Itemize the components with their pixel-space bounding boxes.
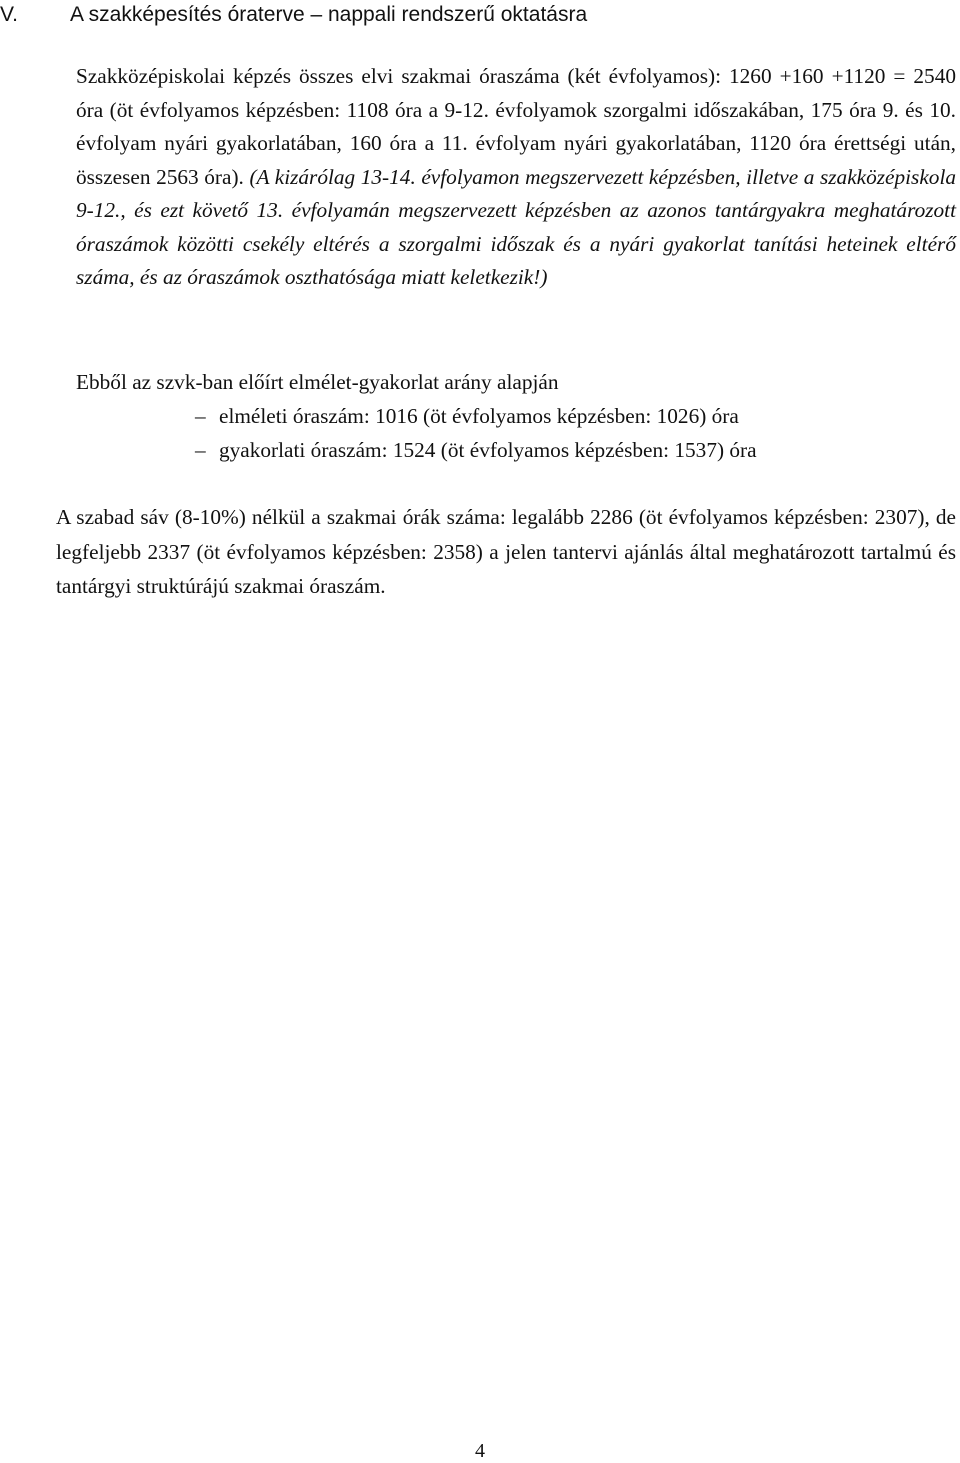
dash-bullet-icon: – [195,438,206,462]
ratio-item-theory-text: elméleti óraszám: 1016 (öt évfolyamos képzésben: 1026) óra [219,404,739,428]
dash-bullet-icon: – [195,404,206,428]
free-band-text: A szabad sáv (8-10%) nélkül a szakmai órák száma: legalább 2286 (öt évfolyamos képzésben: 2307), de legfeljebb 2337 (öt évfolyamos képzésben: 2358) a jelen tantervi ajánlás által meghatározott tartalmú és tantárgyi struktúrájú szakmai óraszám. [56,505,956,598]
ratio-intro: Ebből az szvk-ban előírt elmélet-gyakorlat arány alapján [76,370,559,394]
free-band-paragraph [56,500,956,604]
hours-summary-text: Szakközépiskolai képzés összes elvi szakmai óraszáma (két évfolyamos): 1260 +160 +1120 = 2540 óra (öt évfolyamos képzésben: 1108 óra a 9-12. évfolyamok szorgalmi időszakában, 175 óra 9. és 10. évfolyam nyári gyakorlatában, 160 óra a 11. évfolyam nyári gyakorlatában, 1120 óra érettségi után, összesen 2563 óra). [76,64,956,189]
ratio-item-practice [195,434,757,467]
ratio-item-practice-text: gyakorlati óraszám: 1524 (öt évfolyamos képzésben: 1537) óra [219,438,757,462]
hours-summary-paragraph [76,60,956,295]
ratio-item-theory [195,400,739,433]
section-number: V. [0,3,18,26]
page-number: 4 [475,1440,485,1462]
section-heading [0,2,587,28]
hours-note-italic: (A kizárólag 13-14. évfolyamon megszervezett képzésben, illetve a szakközépiskola 9-12., és ezt követő 13. évfolyamán megszervezett képzésben az azonos tantárgyakra meghatározott óraszámok közötti csekély eltérés a szorgalmi időszak és a nyári gyakorlat tanítási heteinek eltérő száma, és az óraszámok oszthatósága miatt keletkezik!) [76,164,957,289]
section-title: A szakképesítés óraterve – nappali rendszerű oktatásra [70,3,588,26]
